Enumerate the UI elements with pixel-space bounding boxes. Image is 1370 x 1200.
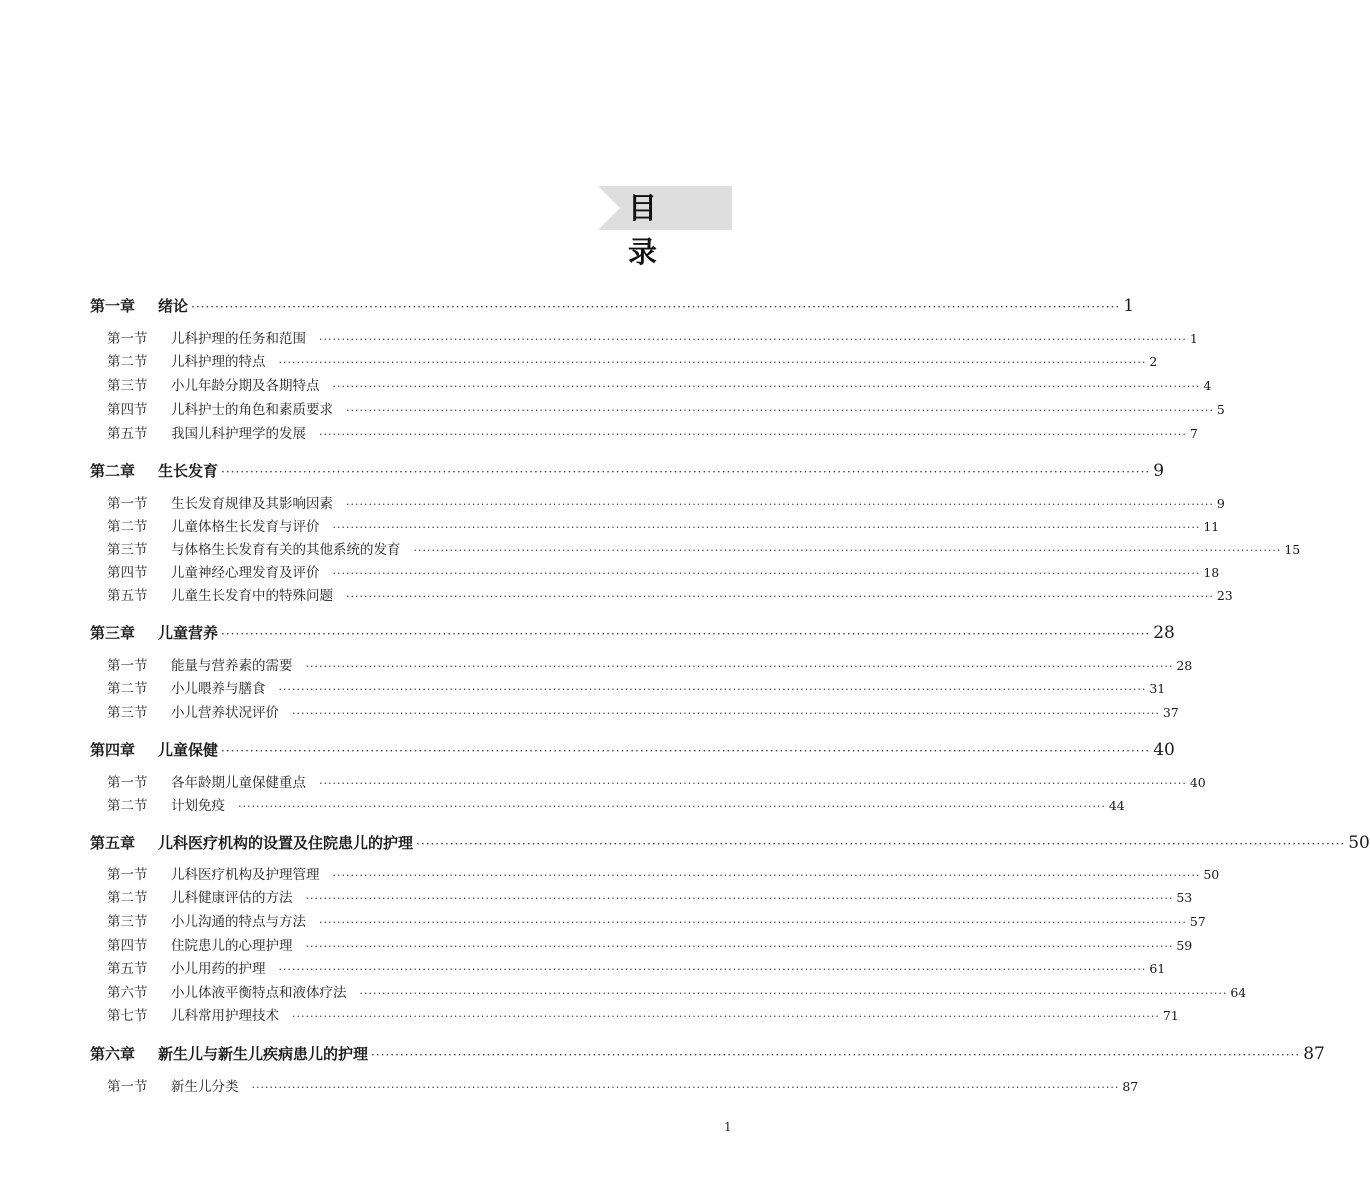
section-title: 儿科护理的任务和范围	[171, 331, 306, 347]
dot-leader: ·································································································································································································	[251, 1081, 1120, 1094]
chapter-page-number: 87	[1303, 1044, 1325, 1064]
section-page-number: 31	[1149, 681, 1166, 696]
section-number: 第三节	[107, 705, 148, 721]
toc-section-entry[interactable]	[107, 886, 1193, 906]
section-title: 儿科护理的特点	[171, 354, 266, 370]
toc-section-entry[interactable]	[107, 957, 1166, 977]
dot-leader: ·································································································································································································	[359, 987, 1228, 1000]
section-page-number: 57	[1189, 914, 1206, 929]
toc-section-entry[interactable]	[107, 794, 1125, 814]
section-page-number: 50	[1203, 867, 1220, 882]
chapter-page-number: 50	[1348, 833, 1370, 853]
section-title: 小儿营养状况评价	[171, 705, 279, 721]
chapter-page-number: 9	[1153, 461, 1165, 481]
section-title: 能量与营养素的需要	[171, 658, 293, 674]
toc-section-entry[interactable]	[107, 771, 1206, 791]
section-number: 第四节	[107, 402, 148, 418]
chapter-number: 第三章	[90, 624, 136, 642]
toc-section-entry[interactable]	[107, 584, 1233, 604]
dot-leader: ·································································································································································································	[346, 404, 1214, 417]
chapter-number: 第六章	[90, 1045, 136, 1063]
chapter-number: 第四章	[90, 741, 136, 759]
section-page-number: 64	[1230, 985, 1247, 1000]
dot-leader: ·································································································································································································	[221, 465, 1151, 479]
section-number: 第三节	[107, 914, 148, 930]
chapter-page-number: 28	[1153, 623, 1175, 643]
chapter-number: 第五章	[90, 834, 136, 852]
section-title: 计划免疫	[171, 798, 225, 814]
page-title: 目 录	[628, 191, 682, 269]
section-number: 第二节	[107, 354, 148, 370]
section-title: 小儿年龄分期及各期特点	[171, 378, 320, 394]
dot-leader: ·································································································································································································	[238, 800, 1106, 813]
toc-section-entry[interactable]	[107, 374, 1212, 394]
section-number: 第二节	[107, 798, 148, 814]
section-number: 第二节	[107, 519, 148, 535]
section-title: 儿科护士的角色和素质要求	[171, 402, 333, 418]
section-title: 儿科医疗机构及护理管理	[171, 867, 320, 883]
section-title: 小儿喂养与膳食	[171, 681, 266, 697]
dot-leader: ·································································································································································································	[305, 940, 1174, 953]
section-number: 第五节	[107, 426, 148, 442]
toc-section-entry[interactable]	[107, 910, 1206, 930]
chapter-title: 儿科医疗机构的设置及住院患儿的护理	[158, 834, 414, 852]
chapter-page-number: 40	[1153, 740, 1175, 760]
toc-section-entry[interactable]	[107, 654, 1193, 674]
section-page-number: 71	[1162, 1008, 1179, 1023]
section-number: 第五节	[107, 961, 148, 977]
section-page-number: 44	[1108, 798, 1125, 813]
section-number: 第一节	[107, 867, 148, 883]
toc-chapter-entry[interactable]	[90, 1043, 1325, 1064]
dot-leader: ·································································································································································································	[413, 544, 1282, 557]
dot-leader: ·································································································································································································	[319, 428, 1187, 441]
dot-leader: ·································································································································································································	[292, 707, 1160, 720]
toc-section-entry[interactable]	[107, 327, 1198, 347]
toc-section-entry[interactable]	[107, 422, 1198, 442]
toc-section-entry[interactable]	[107, 981, 1247, 1001]
dot-leader: ·································································································································································································	[332, 380, 1201, 393]
dot-leader: ·································································································································································································	[191, 300, 1121, 314]
section-number: 第二节	[107, 890, 148, 906]
section-page-number: 87	[1122, 1079, 1139, 1094]
section-number: 第一节	[107, 496, 148, 512]
section-page-number: 59	[1176, 938, 1193, 953]
chapter-number: 第一章	[90, 297, 136, 315]
toc-chapter-entry[interactable]	[90, 460, 1165, 481]
chapter-title: 新生儿与新生儿疾病患儿的护理	[158, 1045, 369, 1063]
dot-leader: ·································································································································································································	[305, 892, 1174, 905]
dot-leader: ·································································································································································································	[319, 333, 1187, 346]
section-number: 第一节	[107, 331, 148, 347]
section-number: 第四节	[107, 938, 148, 954]
section-number: 第二节	[107, 681, 148, 697]
toc-section-entry[interactable]	[107, 1004, 1179, 1024]
toc-chapter-entry[interactable]	[90, 295, 1135, 316]
section-title: 儿科常用护理技术	[171, 1008, 279, 1024]
dot-leader: ·································································································································································································	[371, 1048, 1301, 1062]
section-number: 第三节	[107, 542, 148, 558]
section-page-number: 53	[1176, 890, 1193, 905]
dot-leader: ·································································································································································································	[221, 744, 1151, 758]
chapter-title: 绪论	[158, 297, 189, 315]
section-page-number: 61	[1149, 961, 1166, 976]
chapter-page-number: 1	[1123, 296, 1135, 316]
section-number: 第三节	[107, 378, 148, 394]
dot-leader: ·································································································································································································	[292, 1010, 1160, 1023]
section-title: 小儿体液平衡特点和液体疗法	[171, 985, 347, 1001]
dot-leader: ·································································································································································································	[332, 567, 1201, 580]
section-title: 小儿用药的护理	[171, 961, 266, 977]
dot-leader: ·································································································································································································	[346, 590, 1214, 603]
section-page-number: 1	[1189, 331, 1198, 346]
chapter-title: 儿童保健	[158, 741, 219, 759]
section-title: 儿科健康评估的方法	[171, 890, 293, 906]
section-title: 生长发育规律及其影响因素	[171, 496, 333, 512]
dot-leader: ·································································································································································································	[346, 498, 1214, 511]
dot-leader: ·································································································································································································	[319, 916, 1187, 929]
section-title: 儿童神经心理发育及评价	[171, 565, 320, 581]
section-page-number: 23	[1216, 588, 1233, 603]
section-page-number: 2	[1149, 354, 1158, 369]
chapter-title: 儿童营养	[158, 624, 219, 642]
section-title: 儿童生长发育中的特殊问题	[171, 588, 333, 604]
toc-section-entry[interactable]	[107, 561, 1220, 581]
section-page-number: 28	[1176, 658, 1193, 673]
chapter-title: 生长发育	[158, 462, 219, 480]
section-page-number: 37	[1162, 705, 1179, 720]
dot-leader: ·································································································································································································	[332, 869, 1201, 882]
section-title: 新生儿分类	[171, 1079, 239, 1095]
section-number: 第一节	[107, 658, 148, 674]
dot-leader: ·································································································································································································	[332, 521, 1201, 534]
section-page-number: 4	[1203, 378, 1212, 393]
toc-section-entry[interactable]	[107, 1075, 1139, 1095]
toc-section-entry[interactable]	[107, 538, 1301, 558]
section-title: 我国儿科护理学的发展	[171, 426, 306, 442]
section-title: 儿童体格生长发育与评价	[171, 519, 320, 535]
section-page-number: 9	[1216, 496, 1225, 511]
dot-leader: ·································································································································································································	[278, 356, 1147, 369]
dot-leader: ·································································································································································································	[278, 683, 1147, 696]
section-title: 小儿沟通的特点与方法	[171, 914, 306, 930]
toc-section-entry[interactable]	[107, 677, 1166, 697]
section-title: 各年龄期儿童保健重点	[171, 775, 306, 791]
page-number: 1	[724, 1120, 732, 1134]
toc-section-entry[interactable]	[107, 398, 1225, 418]
toc-section-entry[interactable]	[107, 701, 1179, 721]
section-number: 第五节	[107, 588, 148, 604]
toc-section-entry[interactable]	[107, 492, 1225, 512]
dot-leader: ·································································································································································································	[221, 627, 1151, 641]
section-page-number: 18	[1203, 565, 1220, 580]
section-page-number: 5	[1216, 402, 1225, 417]
dot-leader: ·································································································································································································	[319, 777, 1187, 790]
toc-chapter-entry[interactable]	[90, 832, 1370, 853]
section-title: 住院患儿的心理护理	[171, 938, 293, 954]
toc-section-entry[interactable]	[107, 350, 1158, 370]
toc-chapter-entry[interactable]	[90, 739, 1175, 760]
section-page-number: 11	[1203, 519, 1220, 534]
section-number: 第四节	[107, 565, 148, 581]
section-number: 第七节	[107, 1008, 148, 1024]
section-page-number: 7	[1189, 426, 1198, 441]
section-number: 第一节	[107, 775, 148, 791]
dot-leader: ·································································································································································································	[278, 963, 1147, 976]
section-number: 第六节	[107, 985, 148, 1001]
dot-leader: ·································································································································································································	[416, 837, 1346, 851]
chapter-number: 第二章	[90, 462, 136, 480]
section-number: 第一节	[107, 1079, 148, 1095]
toc-section-entry[interactable]	[107, 515, 1220, 535]
dot-leader: ·································································································································································································	[305, 660, 1174, 673]
toc-chapter-entry[interactable]	[90, 622, 1175, 643]
section-title: 与体格生长发育有关的其他系统的发育	[171, 542, 401, 558]
toc-section-entry[interactable]	[107, 934, 1193, 954]
section-page-number: 40	[1189, 775, 1206, 790]
section-page-number: 15	[1284, 542, 1301, 557]
toc-section-entry[interactable]	[107, 863, 1220, 883]
